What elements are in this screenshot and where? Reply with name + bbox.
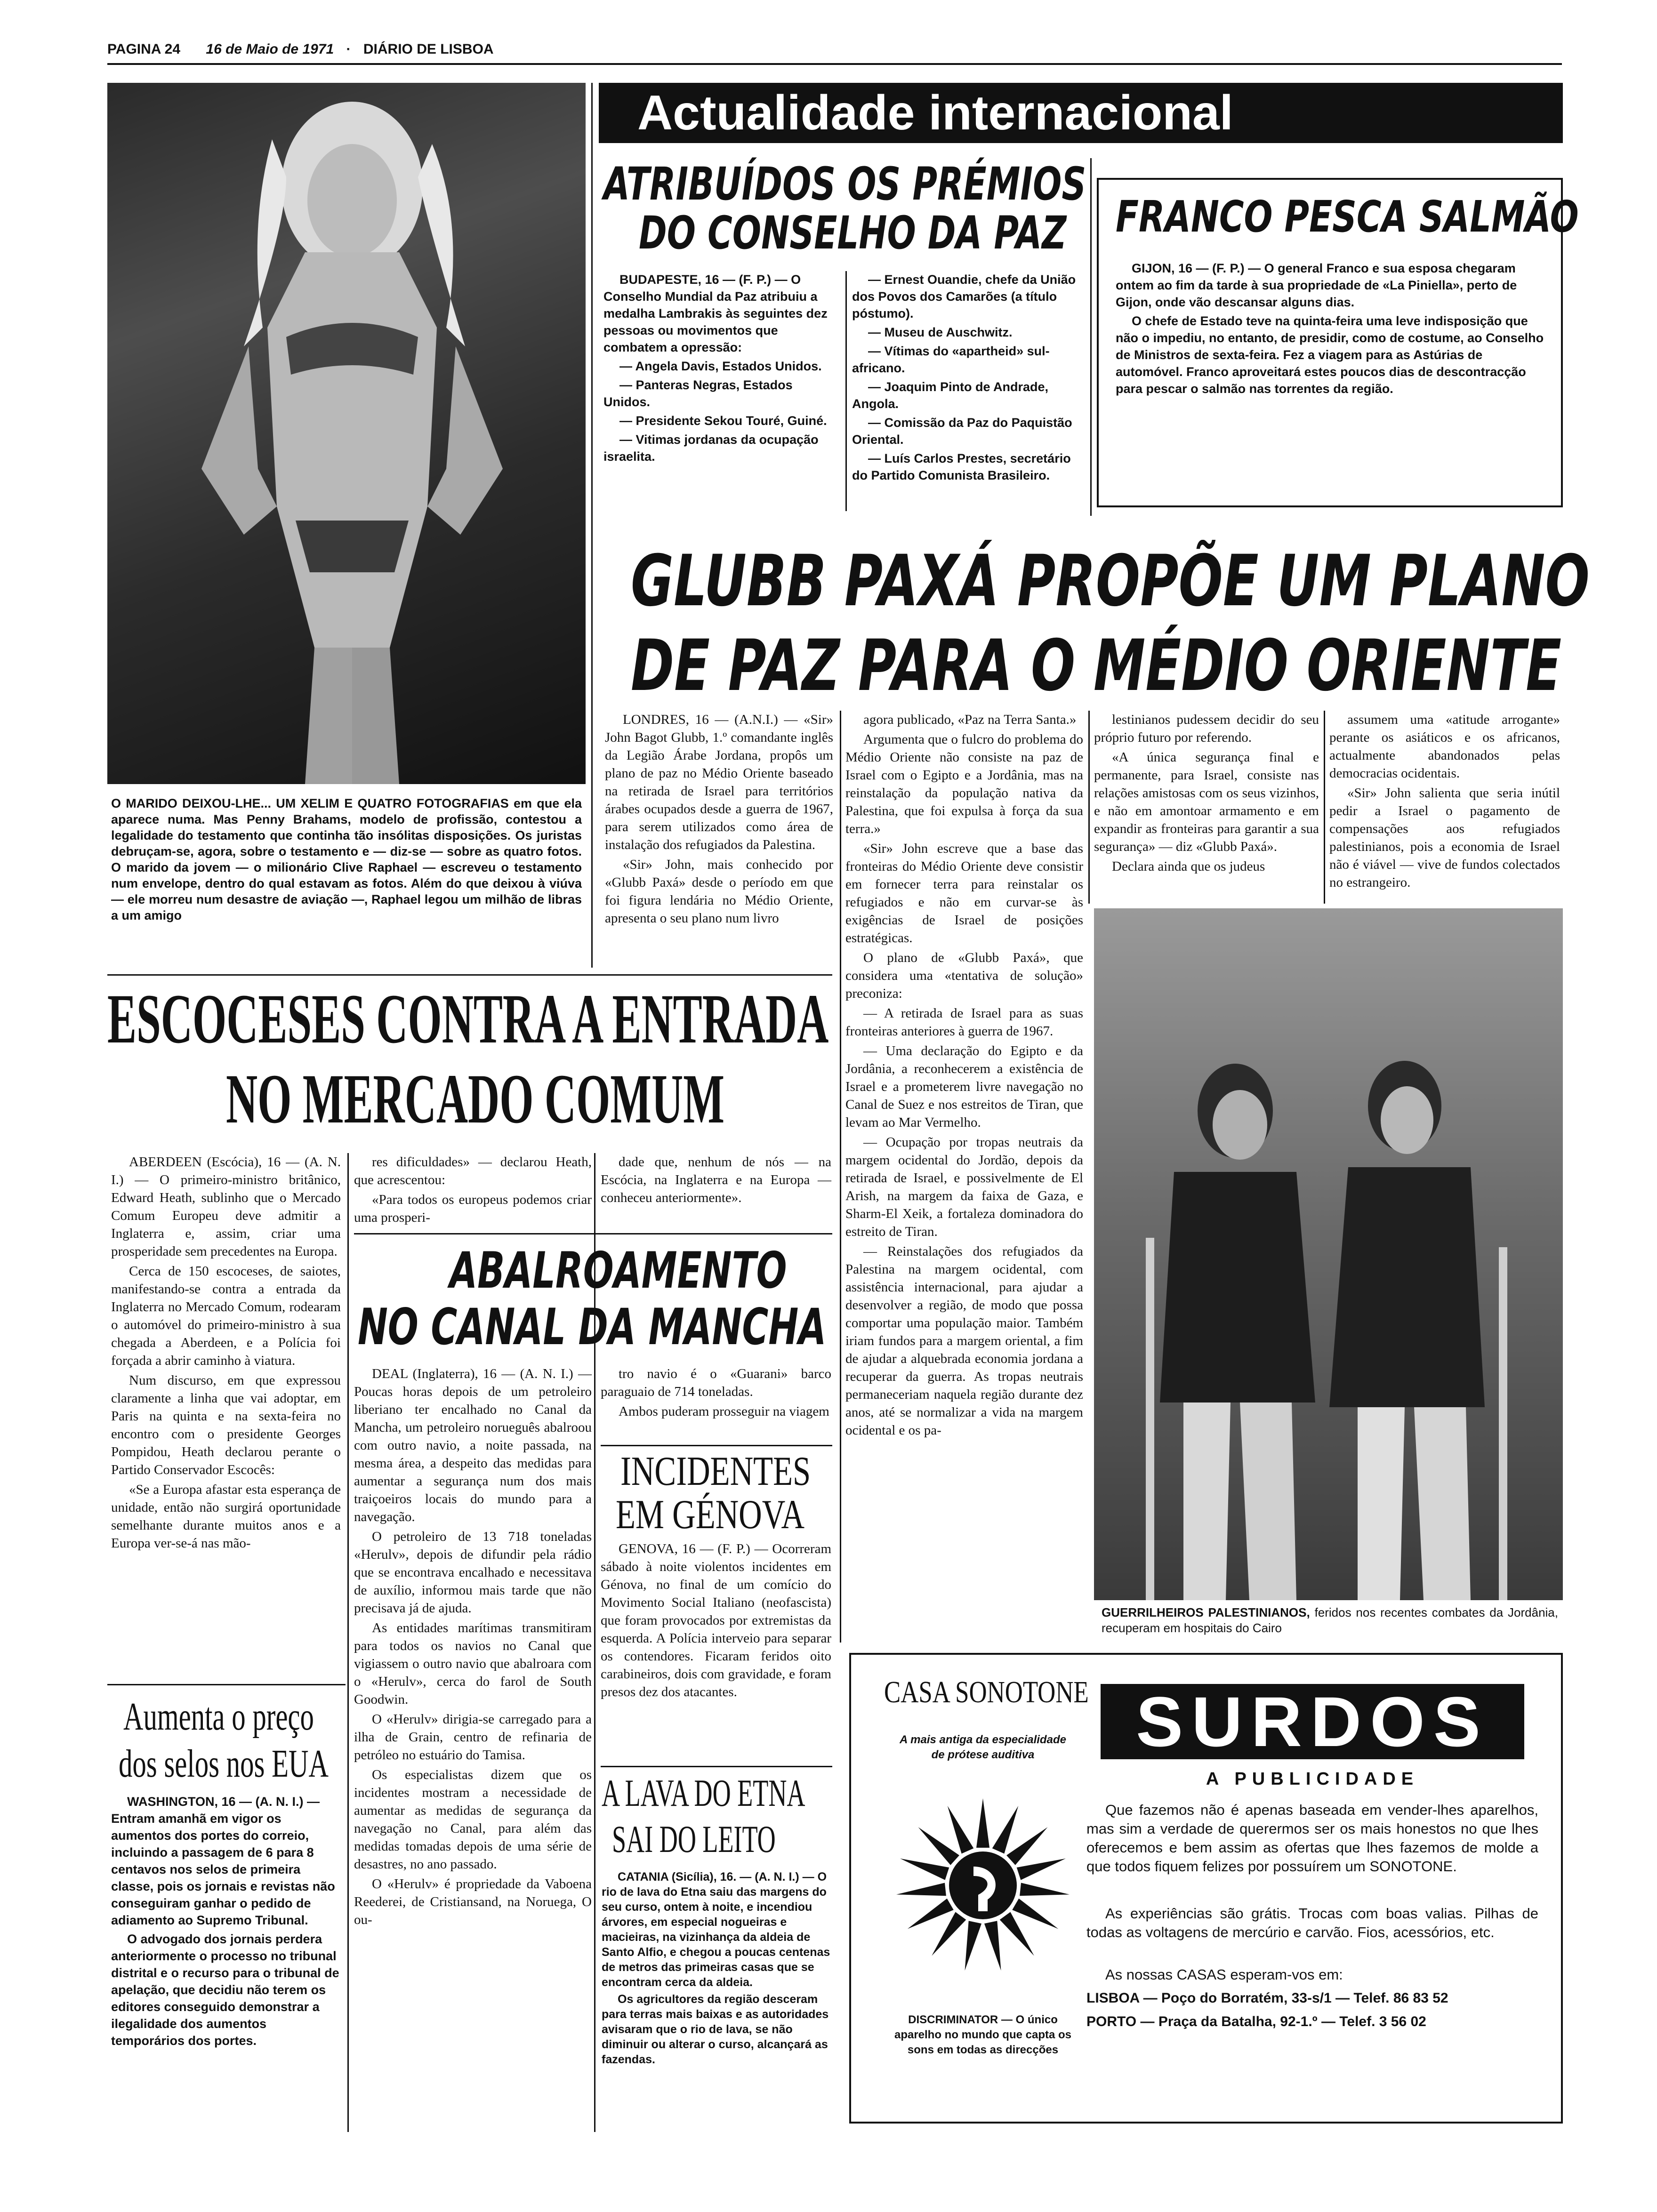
genova-p: GENOVA, 16 — (F. P.) — Ocorreram sábado à noite violentos incidentes em Génova, no final de um comício do Movimento Social Italiano (neofascista) que foram provocados por extremistas da esquerda. A Polícia interveio para separar os contendores. Ficaram feridos oito carabineiros, dois com gravidade, e foram presos dez dos atacantes. — [601, 1541, 831, 1699]
escoceses-p: Num discurso, em que expressou claramente a linha que vai adoptar, em Paris na quinta e na sexta-feira no encontro com o presidente Georges Pompidou, Heath declarou perante o Partido Conservador Escocês: — [111, 1373, 341, 1477]
guerrilla-caption-lead: GUERRILHEIROS PALESTINIANOS, — [1102, 1605, 1310, 1619]
glubb-p: lestinianos pudessem decidir do seu próprio futuro por referendo. — [1094, 712, 1319, 745]
premios-col-1 — [603, 271, 839, 516]
guerrilla-caption — [1102, 1605, 1558, 1643]
escoceses-col-2 — [354, 1153, 592, 1225]
ad-porto-address: — Praça da Batalha, 92-1.º — Telef. 3 56 02 — [1140, 2014, 1426, 2029]
franco-body — [1116, 260, 1544, 500]
premios-p: — Joaquim Pinto de Andrade, Angola. — [852, 380, 1049, 411]
escoceses-col-3 — [601, 1153, 831, 1214]
glubb-p: agora publicado, «Paz na Terra Santa.» — [863, 712, 1077, 727]
left-column-rule — [591, 83, 593, 968]
paper-name: DIÁRIO DE LISBOA — [363, 41, 494, 57]
glubb-col-3 — [1094, 711, 1319, 904]
ad-body-2: As experiências são grátis. Trocas com boas valias. Pilhas de todas as voltagens de mercúrio e carvão. Fios, acessórios, etc. — [1086, 1905, 1538, 1940]
guerrilla-photo — [1094, 908, 1563, 1600]
glubb-p: LONDRES, 16 — (A.N.I.) — «Sir» John Bagot Glubb, 1.º comandante inglês da Legião Árabe Jordana, propôs um plano de paz no Médio Oriente baseado na retirada de Israel para territórios árabes ocupados desde a guerra de 1967, para serem utilizados como área de instalação dos refugiados da Palestina. — [605, 712, 833, 852]
glubb-p: Argumenta que o fulcro do problema do Médio Oriente não consiste na paz de Israel com o Egipto e a Jordânia, mas na reinstalação da população nativa da Palestina, que foi expulsa à força da sua terra.» — [845, 732, 1083, 836]
abalroamento-headline-2: NO CANAL DA MANCHA — [358, 1298, 827, 1356]
glubb-p: — A retirada de Israel para as suas fronteiras anteriores à guerra de 1967. — [845, 1006, 1083, 1039]
ad-lisboa-address: — Poço do Borratém, 33-s/1 — Telef. 86 83 52 — [1143, 1990, 1448, 2006]
genova-headline-1: INCIDENTES — [620, 1449, 811, 1494]
premios-p: — Ernest Ouandie, chefe da União dos Povos dos Camarões (a título póstumo). — [852, 272, 1076, 321]
abalroamento-p: As entidades marítimas transmitiram para todos os navios no Canal que vigiassem o outro navio que abalroara com o «Herulv», cerca do farol de South Goodwin. — [354, 1620, 592, 1707]
section-banner-title: Actualidade internacional — [637, 86, 1233, 140]
ad-big-title: SURDOS — [1136, 1682, 1489, 1761]
escoceses-p: res dificuldades» — declarou Heath, que acrescentou: — [354, 1154, 592, 1187]
etna-headline-2: SAI DO LEITO — [612, 1818, 776, 1860]
premios-franco-rule — [1090, 158, 1092, 516]
etna-headline-1: A LAVA DO ETNA — [602, 1771, 805, 1814]
escoceses-p: «Para todos os europeus podemos criar uma prosperi- — [354, 1192, 592, 1225]
franco-headline: FRANCO PESCA SALMÃO — [1116, 192, 1579, 242]
franco-p: O chefe de Estado teve na quinta-feira uma leve indisposição que não o impediu, no entanto, de presidir, como de costume, ao Conselho de Ministros de sexta-feira. Fez a viagem para as Astúrias de automóvel. Franco aproveitará estes poucos dias de descontracção para pescar o salmão nas torrentes da região. — [1116, 314, 1544, 396]
model-photo — [107, 83, 586, 784]
premios-headline-1: ATRIBUÍDOS OS PRÉMIOS — [603, 158, 1086, 210]
premios-p: — Presidente Sekou Touré, Guiné. — [619, 414, 827, 428]
genova-headline-2: EM GÉNOVA — [616, 1492, 805, 1538]
abalroamento-headline-1: ABALROAMENTO — [450, 1242, 787, 1299]
etna-top-rule — [601, 1766, 832, 1767]
ad-porto — [1086, 2012, 1538, 2031]
premios-article — [594, 158, 1088, 516]
abalroamento-top-rule — [354, 1233, 832, 1234]
glubb-p: «Sir» John salienta que seria inútil pedir a Israel o pagamento de compensações aos refugiados palestinianos, pois a economia de Israel não é viável — vive de fundos colectados no estrangeiro. — [1329, 785, 1560, 890]
glubb-p: assumem uma «atitude arrogante» perante os asiáticos e os africanos, actualmente abandonados pelas democracias ocidentais. — [1329, 712, 1560, 781]
escoceses-headline-1: ESCOCESES CONTRA A ENTRADA — [107, 980, 829, 1058]
page-number: PAGINA 24 — [107, 41, 181, 57]
genova-body — [601, 1540, 831, 1756]
abalroamento-p: O «Herulv» dirigia-se carregado para a ilha de Grain, centro de refinaria de petróleo no estuário do Tamisa. — [354, 1712, 592, 1763]
premios-p: — Comissão da Paz do Paquistão Oriental. — [852, 416, 1072, 447]
selos-body — [111, 1793, 341, 2156]
ad-casas: As nossas CASAS esperam-vos em: — [1105, 1966, 1343, 1983]
abalroamento-p: Os especialistas dizem que os incidentes mostram a necessidade de aumentar as medidas de segurança da navegação no Canal, para além das medidas tomadas depois de uma série de desastres, no ano passado. — [354, 1767, 592, 1872]
franco-p: GIJON, 16 — (F. P.) — O general Franco e sua esposa chegaram ontem ao fim da tarde à sua propriedade de «La Piniella», perto de Gijon, onde vão descansar alguns dias. — [1116, 261, 1517, 309]
escoceses-top-rule — [107, 974, 832, 976]
glubb-p: Declara ainda que os judeus — [1112, 859, 1265, 874]
glubb-col-4 — [1329, 711, 1560, 904]
glubb-p: O plano de «Glubb Paxá», que considera uma «tentativa de solução» preconiza: — [845, 950, 1083, 1001]
glubb-rule-3 — [1324, 711, 1325, 904]
separator: · — [346, 41, 351, 57]
abalroamento-p: O petroleiro de 13 718 toneladas «Herulv», depois de difundir pela rádio que se encontrava encalhado e necessitava de auxílio, informou mais tarde que não precisava já de ajuda. — [354, 1529, 592, 1616]
model-figure — [107, 83, 586, 784]
abalroamento-p: tro navio é o «Guarani» barco paraguaio de 714 toneladas. — [601, 1366, 831, 1399]
model-photo-caption: O MARIDO DEIXOU-LHE... UM XELIM E QUATRO FOTOGRAFIAS em que ela aparece numa. Mas Penny Brahams, modelo de profissão, contestou a legalidade do testamento que continha tão insólitas disposições. Os juristas debruçam-se, agora, sobre o testamento e — diz-se — sobre as quatro fotos. O marido da jovem — o milionário Clive Raphael — escreveu o testamento num envelope, dentro do qual estavam as fotos. Além do que deixou à viúva — ele morreu num desastre de aviação —, Raphael legou um milhão de libras a um amigo — [111, 796, 582, 922]
section-banner — [599, 83, 1563, 143]
premios-p: — Vítimas do «apartheid» sul-africano. — [852, 344, 1050, 375]
premios-p: — Museu de Auschwitz. — [868, 325, 1013, 339]
premios-col-2 — [852, 271, 1087, 516]
glubb-p: «Sir» John, mais conhecido por «Glubb Paxá» desde o período em que foi figura lendária no Médio Oriente, apresenta o seu plano num livro — [605, 857, 833, 926]
etna-p: CATANIA (Sicília), 16. — (A. N. I.) — O rio de lava do Etna saiu das margens do seu curso, ontem à noite, e incendiou árvores, em especial nogueiras e macieiras, na vizinhança da aldeia de Santo Alfio, e chegou a poucas centenas de metros das primeiras casas que se encontram cerca da aldeia. — [602, 1870, 830, 1989]
premios-p: BUDAPESTE, 16 — (F. P.) — O Conselho Mundial da Paz atribuiu a medalha Lambrakis às seguintes dez pessoas ou movimentos que combatem a opressão: — [603, 272, 828, 354]
glubb-headline-2: DE PAZ PARA O MÉDIO ORIENTE — [631, 625, 1562, 707]
selos-p: O advogado dos jornais perdera anteriormente o processo no tribunal distrital e o recurso para o tribunal de apelação, que decidiu não terem os editores conseguido demonstrar a ilegalidade dos aumentos temporários dos portes. — [111, 1932, 339, 2048]
ad-tagline: A mais antiga da especialidade de prótese auditiva — [900, 1733, 1066, 1761]
date: 16 de Maio de 1971 — [206, 41, 334, 57]
glubb-rule-2 — [1088, 711, 1090, 904]
escoceses-headline-2: NO MERCADO COMUM — [226, 1060, 725, 1138]
masthead — [107, 41, 587, 62]
selos-headline-2: dos selos nos EUA — [119, 1742, 329, 1786]
ad-body: Que fazemos não é apenas baseada em vender-lhes aparelhos, mas sim a verdade de querermos ser os mais honestos no que lhes oferecemos e bem assim as ofertas que lhes fazemos de molde a que todos fiquem felizes por possuírem um SONOTONE. — [1086, 1802, 1538, 1875]
glubb-p: — Uma declaração do Egipto e da Jordânia, a reconhecerem a existência de Israel e a prometerem livre navegação no Canal de Suez e nos estreitos de Tiran, que levam ao Mar Vermelho. — [845, 1043, 1083, 1130]
abalroamento-p: Ambos puderam prosseguir na viagem — [619, 1404, 829, 1419]
ad-lisboa — [1086, 1989, 1538, 2008]
escoceses-p: dade que, nenhum de nós — na Escócia, na Inglaterra e na Europa — conheceu anteriormente». — [601, 1154, 831, 1205]
etna-body — [602, 1869, 831, 2147]
selos-top-rule — [107, 1684, 346, 1685]
premios-p: — Panteras Negras, Estados Unidos. — [603, 378, 793, 409]
escoceses-p: Cerca de 150 escoceses, de saiotes, manifestando-se contra a entrada da Inglaterra no Mercado Comum, rodearam o automóvel do primeiro-ministro à sua chegada a Aberdeen, e a Polícia foi forçada a abrir caminho à viatura. — [111, 1264, 341, 1368]
escoceses-p: «Se a Europa afastar esta esperança de unidade, então não surgirá oportunidade semelhante durante muitos anos e a Europa ver-se-á nas mão- — [111, 1482, 341, 1551]
glubb-col-1 — [605, 711, 833, 988]
abalroamento-p: DEAL (Inglaterra), 16 — (A. N. I.) — Poucas horas depois de um petroleiro liberiano ter encalhado no Canal da Mancha, um petroleiro norueguês abalroou com outro navio, a noite passada, na mesma área, a despeito das medidas para aumentar a segurança num dos mais traiçoeiros locais do mundo para a navegação. — [354, 1366, 592, 1524]
selos-p: WASHINGTON, 16 — (A. N. I.) — Entram amanhã em vigor os aumentos dos portes do correio, incluindo a passagem de 6 para 8 centavos nos selos de primeira classe, pois os jornais e revistas não conseguiram ganhar o pedido de adiamento ao Supremo Tribunal. — [111, 1795, 335, 1927]
ad-discriminator: DISCRIMINATOR — O único aparelho no mundo que capta os sons em todas as direcções — [894, 2013, 1072, 2056]
premios-p: — Vitimas jordanas da ocupação israelita. — [603, 433, 819, 464]
ad-lisboa-label: LISBOA — [1086, 1990, 1140, 2006]
abalroamento-p: O «Herulv» é propriedade da Vaboena Reederei, de Cristiansand, na Noruega, O ou- — [354, 1876, 592, 1927]
premios-headline-2: DO CONSELHO DA PAZ — [639, 207, 1067, 259]
escoceses-p: ABERDEEN (Escócia), 16 — (A. N. I.) — O primeiro-ministro britânico, Edward Heath, sublinho que o Mercado Comum Europeu deve admitir a Inglaterra e, assim, criar uma prosperidade sem precedentes na Europa. — [111, 1154, 341, 1259]
masthead-rule — [107, 63, 1562, 65]
genova-top-rule — [601, 1445, 832, 1446]
sonotone-sunburst-logo — [884, 1787, 1082, 1984]
abalroamento-col-2 — [601, 1365, 831, 1445]
glubb-headline-1: GLUBB PAXÁ PROPÕE UM PLANO — [631, 540, 1590, 622]
sonotone-ad — [849, 1653, 1563, 2124]
ad-porto-label: PORTO — [1086, 2014, 1137, 2029]
premios-column-rule — [845, 271, 847, 511]
glubb-p: — Reinstalações dos refugiados da Palestina na margem ocidental, com assistência internacional, para ajudar a desenvolver a região, de modo que possa comportar uma população maior. Também iriam fundos para a margem oriental, a fim de ajudar a alquebrada economia jordana a recuperar da guerra. As tropas neutrais permaneceriam naquela região durante dez anos, até se normalizar a vida na margem ocidental e os pa- — [845, 1244, 1083, 1438]
premios-p: — Luís Carlos Prestes, secretário do Partido Comunista Brasileiro. — [852, 451, 1071, 482]
escoceses-rule-1 — [347, 1153, 349, 2132]
abalroamento-col-1 — [354, 1365, 592, 2146]
selos-headline-1: Aumenta o preço — [123, 1695, 314, 1739]
glubb-p: — Ocupação por tropas neutrais da margem ocidental do Jordão, depois da retirada de Israel, e possivelmente de El Arish, na margem da faixa de Gaza, e Sharm-El Xeik, a fortaleza dominadora do estreito de Tiran. — [845, 1135, 1083, 1239]
glubb-p: «Sir» John escreve que a base das fronteiras do Médio Oriente deve consistir em fornecer terra para reinstalar os refugiados e não em curvar-se às exigências de Israel de posições estratégicas. — [845, 841, 1083, 946]
etna-p: Os agricultores da região desceram para terras mais baixas e as autoridades avisaram que o rio de lava, se não diminuir ou alterar o curso, alcançará as fazendas. — [602, 1993, 829, 2066]
premios-p: — Angela Davis, Estados Unidos. — [619, 359, 822, 373]
ad-subtitle: A PUBLICIDADE — [1206, 1769, 1419, 1789]
franco-article — [1097, 178, 1579, 507]
guerrilla-caption-rest: feridos nos recentes combates da Jordânia, recuperam em hospitais do Cairo — [1102, 1605, 1558, 1635]
glubb-p: «A única segurança final e permanente, para Israel, consiste nas relações amistosas com os seus vizinhos, e não em amontoar armamento e em expandir as fronteiras para garantir a sua segurança» — diz «Glubb Paxá». — [1094, 750, 1319, 854]
ad-big-banner — [1101, 1684, 1524, 1759]
guerrilla-figures — [1094, 908, 1563, 1600]
ad-house-name: CASA SONOTONE — [884, 1675, 1089, 1709]
glubb-rule-1 — [840, 711, 841, 1643]
glubb-col-2 — [845, 711, 1083, 1647]
escoceses-col-1 — [111, 1153, 341, 1675]
